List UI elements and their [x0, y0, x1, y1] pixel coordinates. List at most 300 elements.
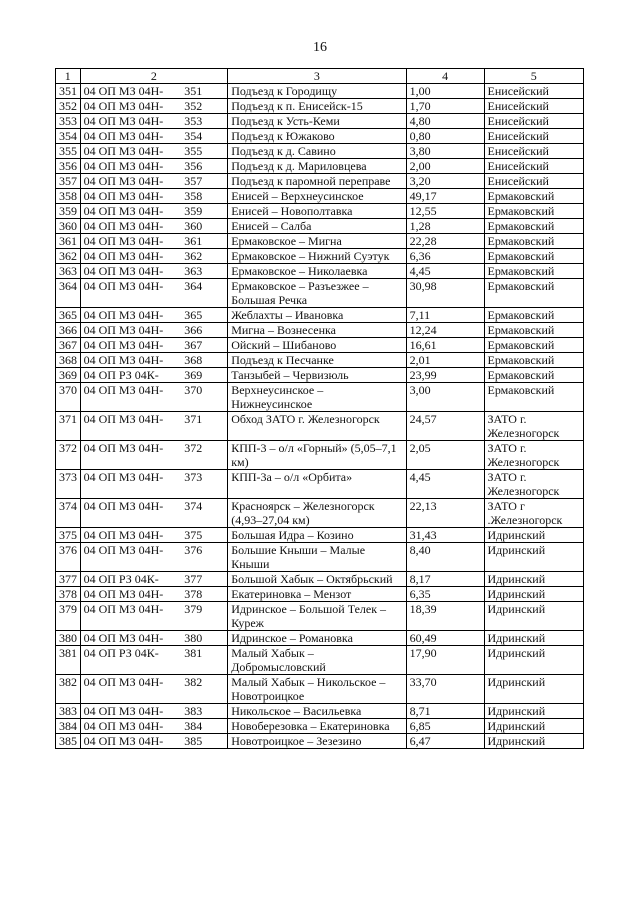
- road-code-prefix: 04 ОП МЗ 04Н-: [83, 383, 164, 397]
- road-code-cell: [80, 279, 228, 308]
- road-code-cell: [80, 264, 228, 279]
- row-number: 357: [56, 174, 81, 189]
- road-name: Малый Хабык – Добромысловский: [228, 646, 406, 675]
- road-length: 1,70: [406, 99, 484, 114]
- table-row: [56, 323, 584, 338]
- road-district: ЗАТО г. Железногорск: [484, 470, 583, 499]
- road-length: 4,45: [406, 470, 484, 499]
- road-district: Ермаковский: [484, 353, 583, 368]
- road-name: Верхнеусинское – Нижнеусинское: [228, 383, 406, 412]
- road-code-cell: [80, 204, 228, 219]
- road-code: [84, 704, 225, 718]
- road-code-number: 384: [184, 719, 203, 733]
- road-code-prefix: 04 ОП МЗ 04Н-: [83, 249, 164, 263]
- table-row: [56, 704, 584, 719]
- road-code-number: 353: [184, 114, 203, 128]
- road-code: [84, 234, 225, 248]
- road-district: Ермаковский: [484, 323, 583, 338]
- header-col-1: 1: [56, 69, 81, 84]
- road-code-prefix: 04 ОП МЗ 04Н-: [83, 234, 164, 248]
- road-name: Подъезд к д. Савино: [228, 144, 406, 159]
- road-code-prefix: 04 ОП МЗ 04Н-: [83, 264, 164, 278]
- road-name: Подъезд к п. Енисейск-15: [228, 99, 406, 114]
- table-row: [56, 587, 584, 602]
- road-code-number: 383: [184, 704, 203, 718]
- road-name: Большая Идра – Козино: [228, 528, 406, 543]
- road-code: [84, 587, 225, 601]
- road-name: КПП-3 – о/л «Горный» (5,05–7,1 км): [228, 441, 406, 470]
- road-length: 12,55: [406, 204, 484, 219]
- road-length: 31,43: [406, 528, 484, 543]
- table-row: [56, 279, 584, 308]
- road-name: Танзыбей – Червизюль: [228, 368, 406, 383]
- table-row: [56, 470, 584, 499]
- road-code: [84, 528, 225, 542]
- road-length: 3,80: [406, 144, 484, 159]
- row-number: 375: [56, 528, 81, 543]
- road-district: Енисейский: [484, 144, 583, 159]
- road-district: Ермаковский: [484, 204, 583, 219]
- road-length: 22,28: [406, 234, 484, 249]
- road-district: Идринский: [484, 704, 583, 719]
- road-code: [84, 368, 225, 382]
- road-code: [84, 249, 225, 263]
- row-number: 377: [56, 572, 81, 587]
- road-name: Енисей – Новополтавка: [228, 204, 406, 219]
- road-code-number: 363: [184, 264, 203, 278]
- road-code-prefix: 04 ОП РЗ 04К-: [83, 572, 159, 586]
- road-name: Большой Хабык – Октябрьский: [228, 572, 406, 587]
- road-length: 8,40: [406, 543, 484, 572]
- road-code-number: 361: [184, 234, 203, 248]
- road-code-prefix: 04 ОП МЗ 04Н-: [83, 528, 164, 542]
- road-name: Ермаковское – Николаевка: [228, 264, 406, 279]
- road-code-prefix: 04 ОП МЗ 04Н-: [83, 587, 164, 601]
- road-code-number: 380: [184, 631, 203, 645]
- road-code-number: 366: [184, 323, 203, 337]
- row-number: 367: [56, 338, 81, 353]
- row-number: 353: [56, 114, 81, 129]
- road-code-prefix: 04 ОП МЗ 04Н-: [83, 543, 164, 557]
- row-number: 370: [56, 383, 81, 412]
- road-code: [84, 308, 225, 322]
- road-district: Идринский: [484, 543, 583, 572]
- road-code-number: 358: [184, 189, 203, 203]
- road-length: 3,00: [406, 383, 484, 412]
- row-number: 364: [56, 279, 81, 308]
- row-number: 384: [56, 719, 81, 734]
- road-name: Подъезд к Усть-Кеми: [228, 114, 406, 129]
- table-row: [56, 159, 584, 174]
- road-length: 18,39: [406, 602, 484, 631]
- row-number: 360: [56, 219, 81, 234]
- road-code-prefix: 04 ОП МЗ 04Н-: [83, 338, 164, 352]
- road-length: 4,80: [406, 114, 484, 129]
- row-number: 363: [56, 264, 81, 279]
- road-name: Подъезд к Городищу: [228, 84, 406, 99]
- road-code-number: 378: [184, 587, 203, 601]
- road-code-number: 354: [184, 129, 203, 143]
- road-code-cell: [80, 675, 228, 704]
- road-code-cell: [80, 470, 228, 499]
- road-code: [84, 412, 225, 426]
- road-length: 8,71: [406, 704, 484, 719]
- table-row: [56, 204, 584, 219]
- header-col-2: 2: [80, 69, 228, 84]
- row-number: 376: [56, 543, 81, 572]
- header-col-5: 5: [484, 69, 583, 84]
- road-code-prefix: 04 ОП МЗ 04Н-: [83, 308, 164, 322]
- road-name: Ермаковское – Разъезжее – Большая Речка: [228, 279, 406, 308]
- row-number: 368: [56, 353, 81, 368]
- road-code-prefix: 04 ОП МЗ 04Н-: [83, 441, 164, 455]
- road-name: Ойский – Шибаново: [228, 338, 406, 353]
- road-code-number: 373: [184, 470, 203, 484]
- row-number: 362: [56, 249, 81, 264]
- road-district: Идринский: [484, 734, 583, 749]
- road-length: 1,28: [406, 219, 484, 234]
- road-length: 2,00: [406, 159, 484, 174]
- table-body: [56, 84, 584, 749]
- road-code-cell: [80, 129, 228, 144]
- road-length: 2,05: [406, 441, 484, 470]
- table-row: [56, 441, 584, 470]
- table-row: [56, 412, 584, 441]
- road-length: 6,35: [406, 587, 484, 602]
- road-name: Большие Кныши – Малые Кныши: [228, 543, 406, 572]
- road-name: Екатериновка – Мензот: [228, 587, 406, 602]
- row-number: 374: [56, 499, 81, 528]
- road-district: Идринский: [484, 602, 583, 631]
- road-code-cell: [80, 234, 228, 249]
- road-code-cell: [80, 174, 228, 189]
- road-length: 8,17: [406, 572, 484, 587]
- roads-table: [55, 68, 584, 749]
- road-code-number: 355: [184, 144, 203, 158]
- road-code-prefix: 04 ОП МЗ 04Н-: [83, 499, 164, 513]
- road-length: 6,85: [406, 719, 484, 734]
- road-length: 24,57: [406, 412, 484, 441]
- row-number: 355: [56, 144, 81, 159]
- row-number: 372: [56, 441, 81, 470]
- road-code-prefix: 04 ОП МЗ 04Н-: [83, 602, 164, 616]
- road-code-prefix: 04 ОП МЗ 04Н-: [83, 323, 164, 337]
- table-header-row: [56, 69, 584, 84]
- road-code-number: 375: [184, 528, 203, 542]
- road-code-cell: [80, 308, 228, 323]
- road-name: Идринское – Большой Телек – Куреж: [228, 602, 406, 631]
- row-number: 359: [56, 204, 81, 219]
- road-district: Идринский: [484, 719, 583, 734]
- table-row: [56, 631, 584, 646]
- table-row: [56, 338, 584, 353]
- road-district: Идринский: [484, 646, 583, 675]
- table-row: [56, 129, 584, 144]
- road-district: Идринский: [484, 587, 583, 602]
- road-code: [84, 323, 225, 337]
- road-code-cell: [80, 84, 228, 99]
- road-code: [84, 129, 225, 143]
- road-code: [84, 602, 225, 616]
- road-code-cell: [80, 572, 228, 587]
- table-row: [56, 219, 584, 234]
- table-row: [56, 234, 584, 249]
- road-length: 30,98: [406, 279, 484, 308]
- road-district: Енисейский: [484, 174, 583, 189]
- road-code-cell: [80, 144, 228, 159]
- road-code-cell: [80, 368, 228, 383]
- road-code-prefix: 04 ОП МЗ 04Н-: [83, 719, 164, 733]
- road-code-prefix: 04 ОП МЗ 04Н-: [83, 84, 164, 98]
- road-code-prefix: 04 ОП РЗ 04К-: [83, 368, 159, 382]
- road-code: [84, 264, 225, 278]
- road-name: Енисей – Верхнеусинское: [228, 189, 406, 204]
- road-code-prefix: 04 ОП РЗ 04К-: [83, 646, 159, 660]
- table-row: [56, 646, 584, 675]
- road-district: Ермаковский: [484, 383, 583, 412]
- road-district: Енисейский: [484, 114, 583, 129]
- road-code-cell: [80, 602, 228, 631]
- road-code: [84, 144, 225, 158]
- road-length: 2,01: [406, 353, 484, 368]
- row-number: 352: [56, 99, 81, 114]
- road-district: Ермаковский: [484, 264, 583, 279]
- road-name: КПП-3а – о/л «Орбита»: [228, 470, 406, 499]
- table-row: [56, 528, 584, 543]
- road-code: [84, 719, 225, 733]
- road-code-number: 364: [184, 279, 203, 293]
- road-district: Идринский: [484, 528, 583, 543]
- road-code-prefix: 04 ОП МЗ 04Н-: [83, 159, 164, 173]
- road-code-number: 368: [184, 353, 203, 367]
- road-code-prefix: 04 ОП МЗ 04Н-: [83, 704, 164, 718]
- road-code: [84, 279, 225, 293]
- table-row: [56, 174, 584, 189]
- road-district: Ермаковский: [484, 338, 583, 353]
- road-code-number: 352: [184, 99, 203, 113]
- road-district: Енисейский: [484, 129, 583, 144]
- road-district: ЗАТО г. Железногорск: [484, 441, 583, 470]
- road-code-cell: [80, 189, 228, 204]
- row-number: 358: [56, 189, 81, 204]
- table-row: [56, 189, 584, 204]
- road-code-prefix: 04 ОП МЗ 04Н-: [83, 412, 164, 426]
- road-name: Жеблахты – Ивановка: [228, 308, 406, 323]
- road-code: [84, 572, 225, 586]
- road-district: Ермаковский: [484, 249, 583, 264]
- road-length: 3,20: [406, 174, 484, 189]
- road-length: 16,61: [406, 338, 484, 353]
- road-district: Ермаковский: [484, 234, 583, 249]
- road-code-number: 377: [184, 572, 203, 586]
- road-code-cell: [80, 383, 228, 412]
- road-district: Ермаковский: [484, 219, 583, 234]
- road-code: [84, 99, 225, 113]
- road-district: Енисейский: [484, 84, 583, 99]
- road-code: [84, 631, 225, 645]
- table-row: [56, 719, 584, 734]
- road-code: [84, 159, 225, 173]
- road-length: 6,36: [406, 249, 484, 264]
- row-number: 378: [56, 587, 81, 602]
- road-district: Ермаковский: [484, 308, 583, 323]
- row-number: 366: [56, 323, 81, 338]
- road-length: 4,45: [406, 264, 484, 279]
- road-code-cell: [80, 631, 228, 646]
- road-district: Ермаковский: [484, 189, 583, 204]
- road-length: 23,99: [406, 368, 484, 383]
- road-code-prefix: 04 ОП МЗ 04Н-: [83, 219, 164, 233]
- road-code-number: 365: [184, 308, 203, 322]
- road-length: 60,49: [406, 631, 484, 646]
- road-code: [84, 174, 225, 188]
- row-number: 354: [56, 129, 81, 144]
- road-code-number: 371: [184, 412, 203, 426]
- road-code-prefix: 04 ОП МЗ 04Н-: [83, 675, 164, 689]
- row-number: 373: [56, 470, 81, 499]
- road-code-prefix: 04 ОП МЗ 04Н-: [83, 114, 164, 128]
- road-code-prefix: 04 ОП МЗ 04Н-: [83, 631, 164, 645]
- road-district: Енисейский: [484, 99, 583, 114]
- road-code-prefix: 04 ОП МЗ 04Н-: [83, 470, 164, 484]
- road-name: Красноярск – Железногорск (4,93–27,04 км): [228, 499, 406, 528]
- road-code: [84, 646, 225, 660]
- road-name: Подъезд к Песчанке: [228, 353, 406, 368]
- road-code-cell: [80, 441, 228, 470]
- row-number: 381: [56, 646, 81, 675]
- row-number: 356: [56, 159, 81, 174]
- road-name: Идринское – Романовка: [228, 631, 406, 646]
- road-code: [84, 219, 225, 233]
- road-code: [84, 204, 225, 218]
- road-code-prefix: 04 ОП МЗ 04Н-: [83, 99, 164, 113]
- road-length: 49,17: [406, 189, 484, 204]
- road-code: [84, 441, 225, 455]
- road-code-cell: [80, 219, 228, 234]
- road-code-cell: [80, 646, 228, 675]
- row-number: 351: [56, 84, 81, 99]
- road-code: [84, 675, 225, 689]
- road-code-number: 359: [184, 204, 203, 218]
- road-code-cell: [80, 412, 228, 441]
- road-code-prefix: 04 ОП МЗ 04Н-: [83, 353, 164, 367]
- road-length: 12,24: [406, 323, 484, 338]
- road-code: [84, 338, 225, 352]
- road-code-cell: [80, 99, 228, 114]
- road-name: Подъезд к д. Мариловцева: [228, 159, 406, 174]
- road-code: [84, 353, 225, 367]
- road-code-cell: [80, 543, 228, 572]
- road-code-cell: [80, 528, 228, 543]
- road-code-prefix: 04 ОП МЗ 04Н-: [83, 204, 164, 218]
- road-code: [84, 84, 225, 98]
- row-number: 382: [56, 675, 81, 704]
- road-code-number: 362: [184, 249, 203, 263]
- road-district: Идринский: [484, 572, 583, 587]
- road-code: [84, 114, 225, 128]
- table-row: [56, 383, 584, 412]
- road-code-prefix: 04 ОП МЗ 04Н-: [83, 174, 164, 188]
- road-length: 1,00: [406, 84, 484, 99]
- road-length: 6,47: [406, 734, 484, 749]
- road-code-prefix: 04 ОП МЗ 04Н-: [83, 129, 164, 143]
- road-code-prefix: 04 ОП МЗ 04Н-: [83, 144, 164, 158]
- road-code-number: 382: [184, 675, 203, 689]
- road-district: Ермаковский: [484, 368, 583, 383]
- road-code-number: 367: [184, 338, 203, 352]
- road-length: 7,11: [406, 308, 484, 323]
- road-district: Ермаковский: [484, 279, 583, 308]
- table-row: [56, 734, 584, 749]
- table-row: [56, 543, 584, 572]
- table-row: [56, 99, 584, 114]
- road-code-number: 351: [184, 84, 203, 98]
- row-number: 369: [56, 368, 81, 383]
- road-code: [84, 499, 225, 513]
- road-district: ЗАТО г .Железногорск: [484, 499, 583, 528]
- table-row: [56, 368, 584, 383]
- road-code-number: 372: [184, 441, 203, 455]
- road-code-prefix: 04 ОП МЗ 04Н-: [83, 734, 164, 748]
- road-code-number: 370: [184, 383, 203, 397]
- road-code: [84, 543, 225, 557]
- road-code-cell: [80, 719, 228, 734]
- road-code-number: 376: [184, 543, 203, 557]
- header-col-3: 3: [228, 69, 406, 84]
- road-name: Ермаковское – Нижний Суэтук: [228, 249, 406, 264]
- road-district: Идринский: [484, 631, 583, 646]
- road-code-cell: [80, 704, 228, 719]
- road-length: 17,90: [406, 646, 484, 675]
- road-name: Никольское – Васильевка: [228, 704, 406, 719]
- table-row: [56, 353, 584, 368]
- road-name: Енисей – Салба: [228, 219, 406, 234]
- road-code-number: 374: [184, 499, 203, 513]
- table-row: [56, 308, 584, 323]
- road-code-cell: [80, 114, 228, 129]
- road-code-number: 379: [184, 602, 203, 616]
- road-code: [84, 470, 225, 484]
- road-district: Идринский: [484, 675, 583, 704]
- table-row: [56, 675, 584, 704]
- road-length: 22,13: [406, 499, 484, 528]
- road-district: Енисейский: [484, 159, 583, 174]
- road-code: [84, 189, 225, 203]
- road-name: Обход ЗАТО г. Железногорск: [228, 412, 406, 441]
- road-name: Новотроицкое – Зезезино: [228, 734, 406, 749]
- road-code-prefix: 04 ОП МЗ 04Н-: [83, 189, 164, 203]
- row-number: 380: [56, 631, 81, 646]
- road-code-number: 369: [184, 368, 203, 382]
- road-code: [84, 734, 225, 748]
- road-name: Малый Хабык – Никольское – Новотроицкое: [228, 675, 406, 704]
- road-name: Мигна – Вознесенка: [228, 323, 406, 338]
- row-number: 361: [56, 234, 81, 249]
- road-code-number: 357: [184, 174, 203, 188]
- road-length: 33,70: [406, 675, 484, 704]
- road-code: [84, 383, 225, 397]
- road-code-cell: [80, 323, 228, 338]
- road-code-cell: [80, 249, 228, 264]
- table-row: [56, 572, 584, 587]
- table-row: [56, 499, 584, 528]
- row-number: 365: [56, 308, 81, 323]
- row-number: 385: [56, 734, 81, 749]
- road-code-cell: [80, 734, 228, 749]
- road-name: Подъезд к паромной переправе: [228, 174, 406, 189]
- road-code-number: 385: [184, 734, 203, 748]
- road-code-number: 356: [184, 159, 203, 173]
